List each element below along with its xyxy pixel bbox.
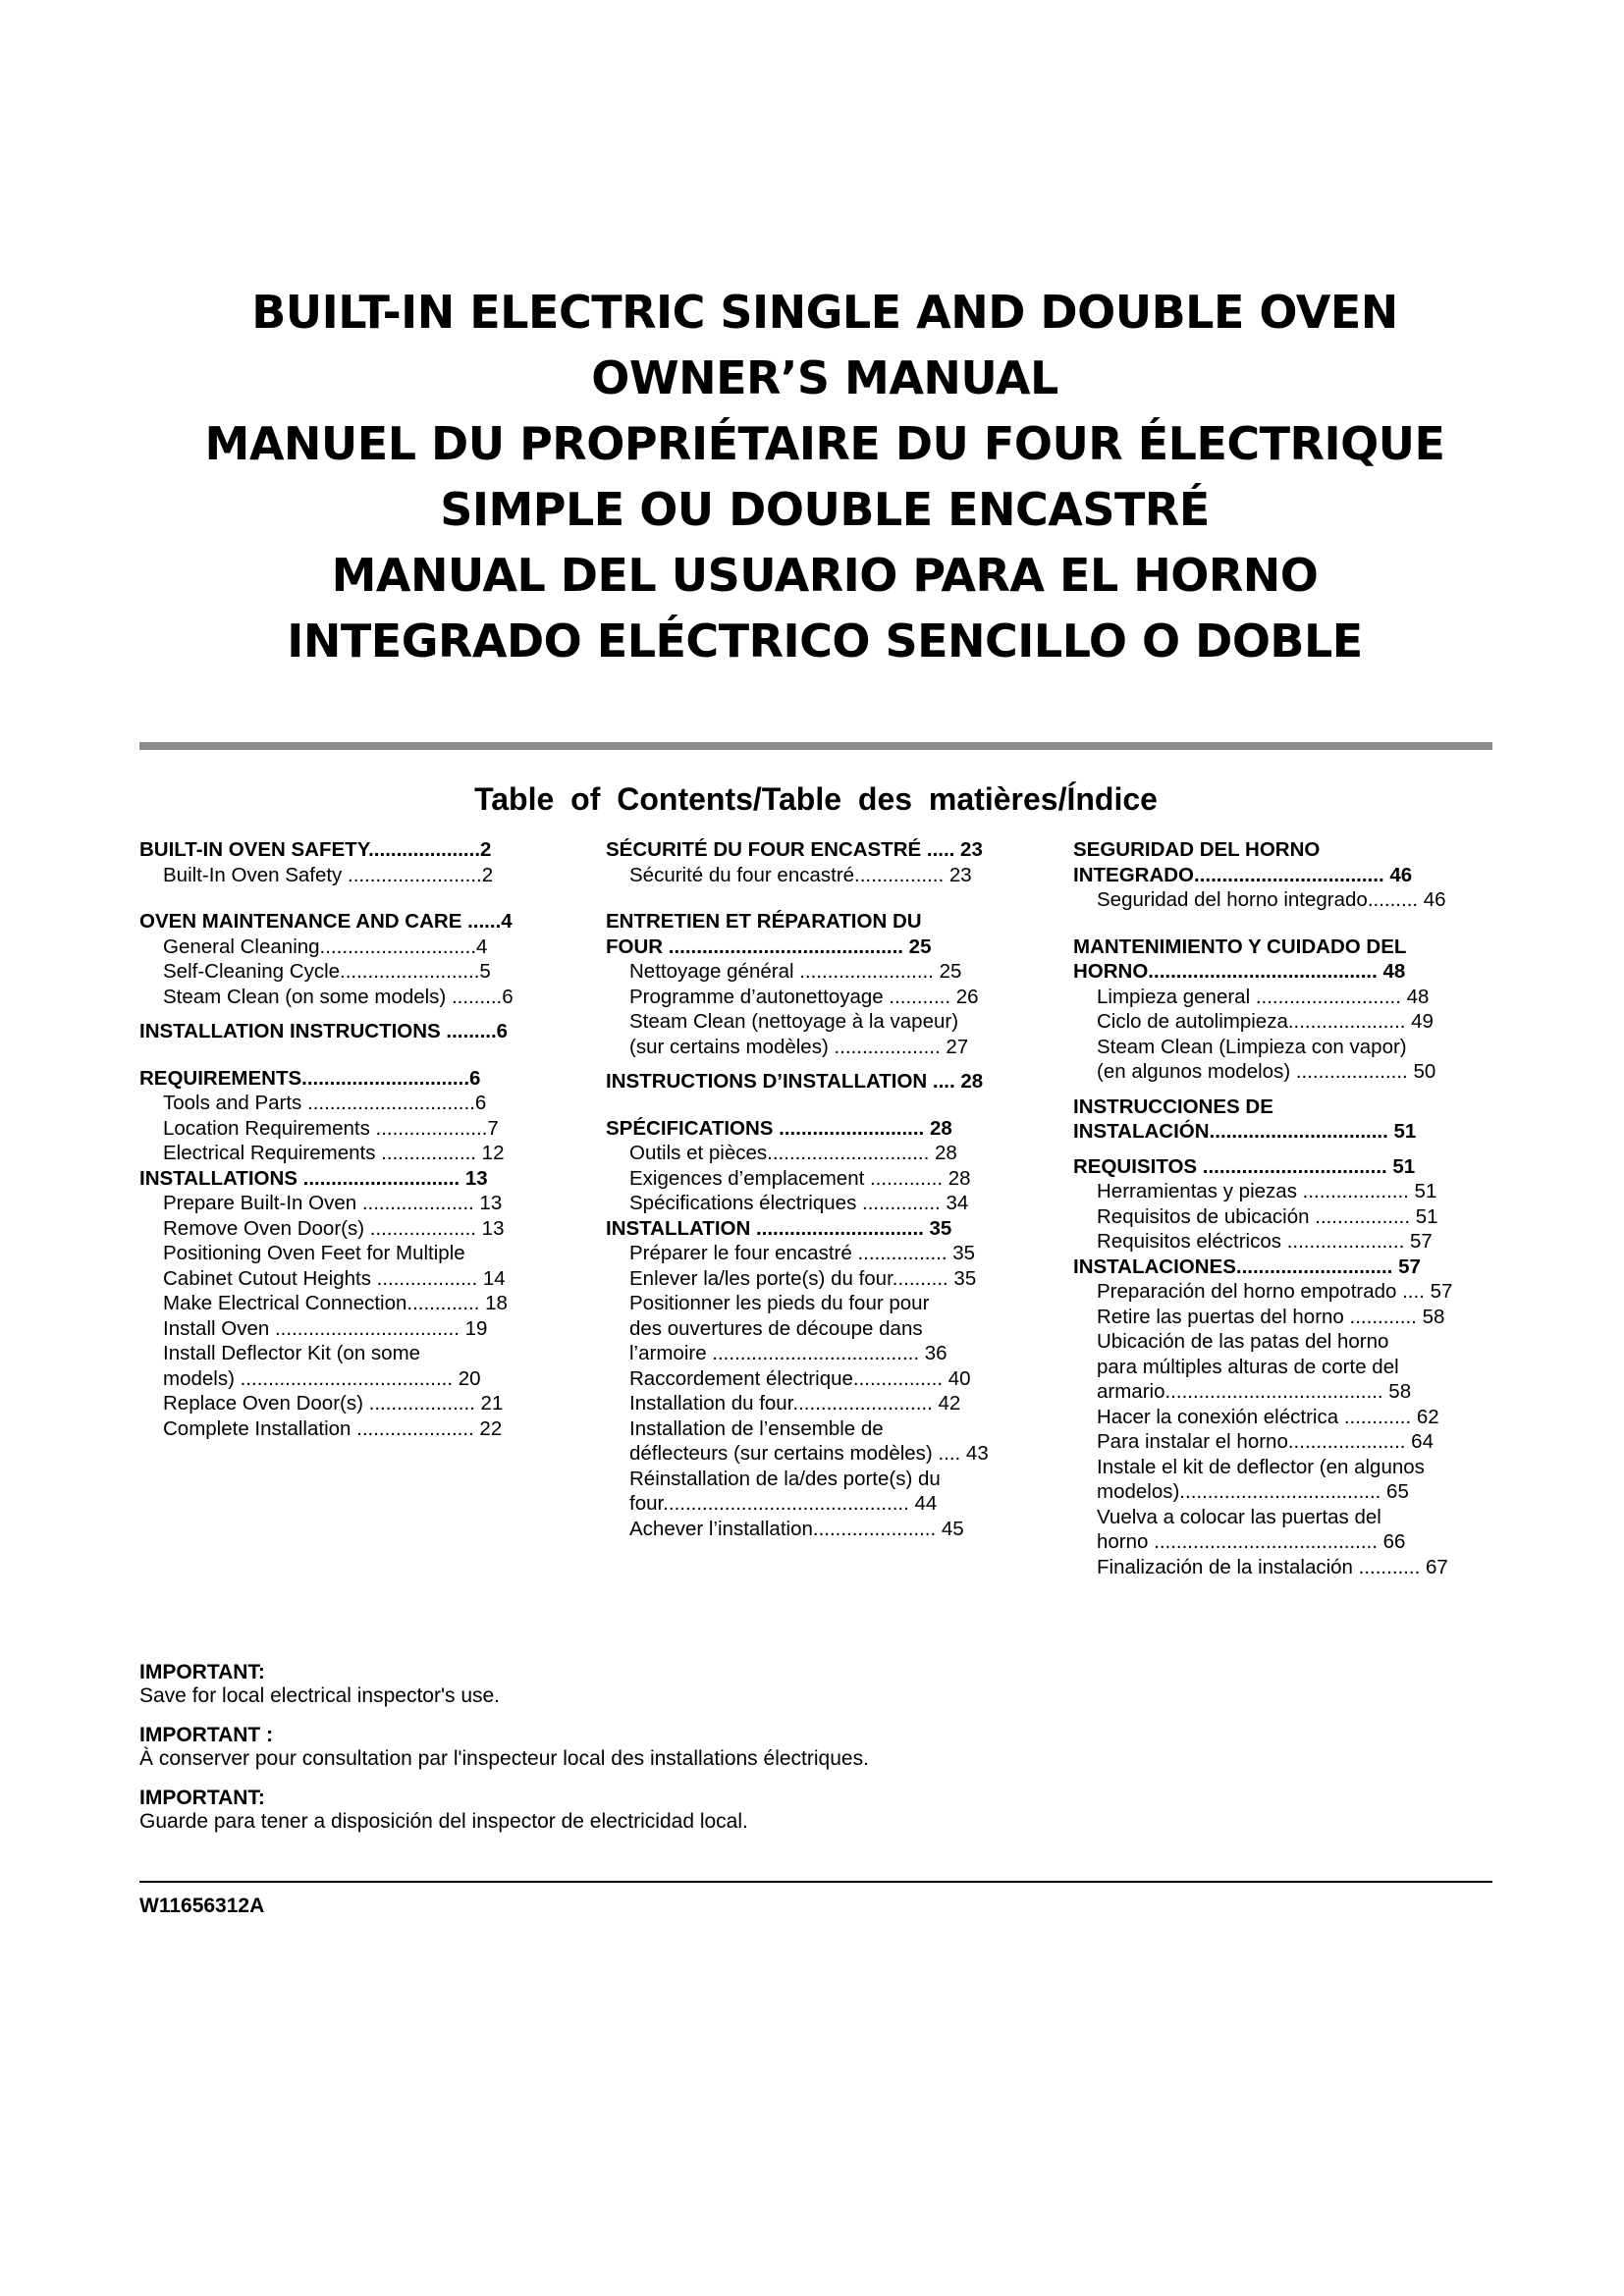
toc-entry: Limpieza general .......................... 48 (1097, 985, 1430, 1008)
bottom-divider (139, 1881, 1492, 1883)
toc-entry: armario....................................... 58 (1097, 1380, 1412, 1403)
toc-entry: (en algunos modelos) .................... 50 (1097, 1060, 1436, 1083)
title-line: SIMPLE OU DOUBLE ENCASTRÉ (440, 483, 1210, 536)
toc-entry: des ouvertures de découpe dans (629, 1316, 923, 1340)
toc-entry: Finalización de la instalación ........... 67 (1097, 1555, 1448, 1578)
toc-entry: Para instalar el horno..................... 64 (1097, 1430, 1434, 1453)
top-divider (139, 742, 1492, 750)
toc-entry: Cabinet Cutout Heights .................. 14 (163, 1266, 506, 1290)
toc-entry: Outils et pièces............................. 28 (629, 1142, 957, 1164)
toc-entry: Make Electrical Connection............. 18 (163, 1292, 508, 1314)
toc-entry: Self-Cleaning Cycle.........................5 (163, 960, 491, 983)
toc-entry: Sécurité du four encastré................ 23 (629, 863, 972, 886)
toc-heading: INSTALLATION INSTRUCTIONS .........6 (139, 1020, 509, 1042)
toc-entry: Steam Clean (nettoyage à la vapeur) (629, 1010, 959, 1033)
toc-heading: INSTALACIONES............................ 57 (1073, 1255, 1421, 1278)
important-label: IMPORTANT: (139, 1661, 265, 1683)
toc-heading: OVEN MAINTENANCE AND CARE ......4 (139, 910, 513, 933)
toc-entry: Steam Clean (Limpieza con vapor) (1097, 1035, 1407, 1058)
toc-entry: Raccordement électrique................ 40 (629, 1366, 971, 1390)
toc-entry: (sur certains modèles) ................... 27 (629, 1035, 969, 1058)
toc-entry: Retire las puertas del horno ............ 58 (1097, 1305, 1445, 1328)
toc-entry: Ciclo de autolimpieza..................... 49 (1097, 1010, 1434, 1033)
toc-entry: Réinstallation de la/des porte(s) du (629, 1467, 941, 1490)
important-text: À conserver pour consultation par l'inspecteur local des installations électriques. (139, 1747, 869, 1770)
toc-entry: Nettoyage général ........................ 25 (629, 960, 962, 983)
toc-heading: INTEGRADO.................................. 46 (1073, 863, 1413, 886)
toc-heading: INSTRUCTIONS D’INSTALLATION .... 28 (606, 1070, 984, 1093)
toc-heading: MANTENIMIENTO Y CUIDADO DEL (1073, 934, 1407, 958)
important-text: Save for local electrical inspector's use. (139, 1684, 501, 1707)
toc-heading: SÉCURITÉ DU FOUR ENCASTRÉ ..... 23 (606, 838, 983, 861)
title-line: MANUAL DEL USUARIO PARA EL HORNO (331, 549, 1319, 602)
toc-entry: four............................................ 44 (629, 1492, 938, 1515)
important-label: IMPORTANT : (139, 1724, 274, 1746)
important-note-french (139, 1724, 869, 1771)
toc-heading: ENTRETIEN ET RÉPARATION DU (606, 910, 922, 933)
toc-entry: Steam Clean (on some models) .........6 (163, 985, 514, 1008)
toc-entry: Install Deflector Kit (on some (163, 1342, 421, 1364)
toc-entry: Complete Installation ..................... 22 (163, 1416, 503, 1440)
toc-entry: Requisitos de ubicación ................. 51 (1097, 1204, 1438, 1228)
toc-entry: Exigences d’emplacement ............. 28 (629, 1166, 971, 1190)
toc-heading: INSTALLATION .............................. 35 (606, 1216, 952, 1240)
toc-entry: Programme d’autonettoyage ........... 26 (629, 985, 979, 1008)
toc-heading: SEGURIDAD DEL HORNO (1073, 838, 1321, 861)
toc-entry: Replace Oven Door(s) ................... 21 (163, 1392, 504, 1415)
toc-entry: Prepare Built-In Oven .................... 13 (163, 1192, 503, 1214)
toc-entry: modelos).................................... 65 (1097, 1480, 1409, 1503)
toc-entry: Ubicación de las patas del horno (1097, 1330, 1389, 1353)
toc-heading: SPÉCIFICATIONS .......................... 28 (606, 1116, 952, 1140)
toc-entry: Installation de l’ensemble de (629, 1416, 884, 1440)
toc-entry: Vuelva a colocar las puertas del (1097, 1505, 1381, 1528)
toc-heading: HORNO......................................... 48 (1073, 960, 1406, 983)
toc-entry: para múltiples alturas de corte del (1097, 1355, 1399, 1378)
important-notes (139, 1661, 869, 1849)
toc-entry: Install Oven ................................. 19 (163, 1316, 488, 1340)
toc-heading: BUILT-IN OVEN SAFETY....................2 (139, 838, 492, 861)
toc-entry: Built-In Oven Safety ........................2 (163, 863, 494, 886)
manual-titles (137, 280, 1512, 674)
toc-entry: déflecteurs (sur certains modèles) .... 43 (629, 1442, 989, 1465)
toc-heading: INSTALACIÓN................................ 51 (1073, 1120, 1417, 1143)
title-line: MANUEL DU PROPRIÉTAIRE DU FOUR ÉLECTRIQUE (204, 417, 1445, 470)
toc-entry: Seguridad del horno integrado......... 46 (1097, 888, 1446, 911)
toc-heading: REQUIREMENTS..............................6 (139, 1066, 481, 1090)
toc-entry: General Cleaning............................4 (163, 934, 488, 958)
toc-entry: l’armoire ..................................... 36 (629, 1342, 947, 1364)
toc-heading: REQUISITOS ................................. 51 (1073, 1154, 1416, 1178)
document-number: W11656312A (139, 1895, 265, 1917)
toc-column-english (139, 837, 581, 1441)
toc-entry: Hacer la conexión eléctrica ............ 62 (1097, 1405, 1439, 1428)
toc-entry: Préparer le four encastré ................ 35 (629, 1242, 976, 1264)
toc-entry: Tools and Parts ..............................6 (163, 1092, 487, 1114)
important-note-english (139, 1661, 869, 1708)
toc-entry: Positionner les pieds du four pour (629, 1292, 930, 1314)
toc-title: Table of Contents/Table des matières/Índice (474, 781, 1158, 817)
title-line: BUILT-IN ELECTRIC SINGLE AND DOUBLE OVEN (251, 286, 1398, 339)
toc-entry: Requisitos eléctricos ..................... 57 (1097, 1230, 1433, 1253)
toc-entry: models) ...................................... 20 (163, 1366, 481, 1390)
toc-entry: Positioning Oven Feet for Multiple (163, 1242, 465, 1264)
toc-entry: Spécifications électriques .............. 34 (629, 1192, 969, 1214)
toc-entry: Electrical Requirements ................. 12 (163, 1142, 505, 1164)
title-line: OWNER’S MANUAL (591, 351, 1058, 404)
toc-entry: horno ........................................ 66 (1097, 1530, 1406, 1553)
toc-entry: Preparación del horno empotrado .... 57 (1097, 1280, 1453, 1303)
toc-entry: Enlever la/les porte(s) du four.......... 35 (629, 1266, 977, 1290)
toc-heading: INSTALLATIONS ............................ 13 (139, 1166, 488, 1190)
toc-column-french (606, 837, 1048, 1541)
toc-column-spanish (1073, 837, 1544, 1579)
toc-entry: Installation du four......................... 42 (629, 1392, 961, 1415)
toc-entry: Achever l’installation...................... 45 (629, 1517, 964, 1540)
toc-entry: Location Requirements ....................7 (163, 1116, 499, 1140)
title-line: INTEGRADO ELÉCTRICO SENCILLO O DOBLE (287, 614, 1363, 667)
important-text: Guarde para tener a disposición del inspector de electricidad local. (139, 1810, 748, 1833)
toc-heading: FOUR .......................................... 25 (606, 934, 932, 958)
important-note-spanish (139, 1787, 869, 1834)
important-label: IMPORTANT: (139, 1787, 265, 1809)
toc-entry: Instale el kit de deflector (en algunos (1097, 1455, 1425, 1478)
toc-heading: INSTRUCCIONES DE (1073, 1095, 1273, 1118)
toc-entry: Herramientas y piezas ................... 51 (1097, 1180, 1437, 1202)
toc-entry: Remove Oven Door(s) ................... 13 (163, 1216, 505, 1240)
